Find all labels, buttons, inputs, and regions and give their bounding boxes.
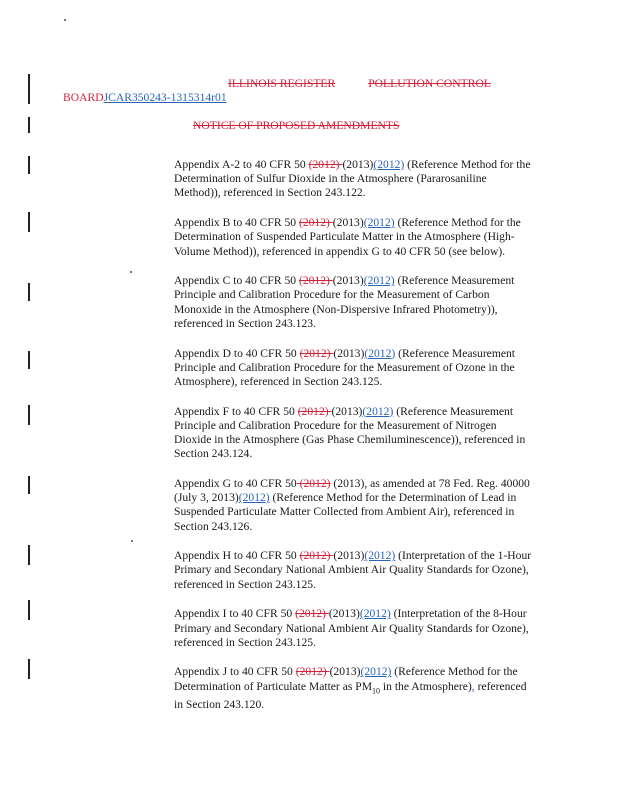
appendix-list [174,158,536,728]
appendix-entry: Appendix D to 40 CFR 50 (2012) (2013)(2012) (Reference Measurement Principle and Calibration Procedure for the Measurement of Ozone in the Atmosphere), referenced in Section 243.125. [174,346,516,388]
jcar-code: JCAR350243-1315314r01 [103,91,227,104]
change-bar [28,545,30,565]
change-bar [28,476,30,494]
illinois-register-heading: ILLINOIS REGISTER [228,77,336,90]
appendix-entry: Appendix I to 40 CFR 50 (2012) (2013)(2012) (Interpretation of the 8-Hour Primary and Secondary National Ambient Air Quality Standards for Ozone), referenced in Section 243.125. [174,607,529,649]
scan-speck [64,19,66,21]
notice-heading-line [193,119,399,133]
change-bar [28,156,30,174]
appendix-entry: Appendix A-2 to 40 CFR 50 (2012) (2013)(2012) (Reference Method for the Determination of Sulfur Dioxide in the Atmosphere (Pararosaniline Method)), referenced in Section 243.122. [174,158,531,200]
change-bar [28,351,30,369]
change-bar [28,283,30,301]
appendix-entry: Appendix J to 40 CFR 50 (2012) (2013)(2012) (Reference Method for the Determination of Particulate Matter as $PM_{10}$ in the Atmosphere), referenced in Section 243.120. [174,665,527,712]
scan-speck [130,271,132,273]
change-bar [28,659,30,679]
appendix-entry: Appendix F to 40 CFR 50 (2012) (2013)(2012) (Reference Measurement Principle and Calibration Procedure for the Measurement of Nitrogen Dioxide in the Atmosphere (Gas Phase Chemiluminescence)), referenced in Section 243.124. [174,404,526,461]
notice-heading: NOTICE OF PROPOSED AMENDMENTS [193,119,400,132]
header-line [228,77,491,91]
change-bar [28,117,30,133]
appendix-entry: Appendix B to 40 CFR 50 (2012) (2013)(2012) (Reference Method for the Determination of Suspended Particulate Matter in the Atmosphere (High-Volume Method)), referenced in appendix G to 40 CFR 50 (see below). [174,216,521,258]
header-line-2 [63,91,227,105]
board-heading: BOARD [63,91,104,104]
appendix-entry: Appendix C to 40 CFR 50 (2012) (2013)(2012) (Reference Measurement Principle and Calibration Procedure for the Measurement of Carbon Monoxide in the Atmosphere (Non-Dispersive Infrared Photometry)), referenced in Section 243.123. [174,274,515,330]
pollution-control-heading: POLLUTION CONTROL [368,77,491,90]
change-bar [28,212,30,232]
appendix-entry: Appendix G to 40 CFR 50 (2012) (2013), as amended at 78 Fed. Reg. 40000 (July 3, 2013)(2012) (Reference Method for the Determination of Lead in Suspended Particulate Matter Collected from Ambient Air), referenced in Section 243.126. [174,476,530,533]
scan-speck [131,540,133,542]
change-bar [28,74,30,104]
appendix-entry: Appendix H to 40 CFR 50 (2012) (2013)(2012) (Interpretation of the 1-Hour Primary and Secondary National Ambient Air Quality Standards for Ozone), referenced in Section 243.125. [174,549,532,591]
change-bar [28,405,30,425]
change-bar [28,600,30,620]
